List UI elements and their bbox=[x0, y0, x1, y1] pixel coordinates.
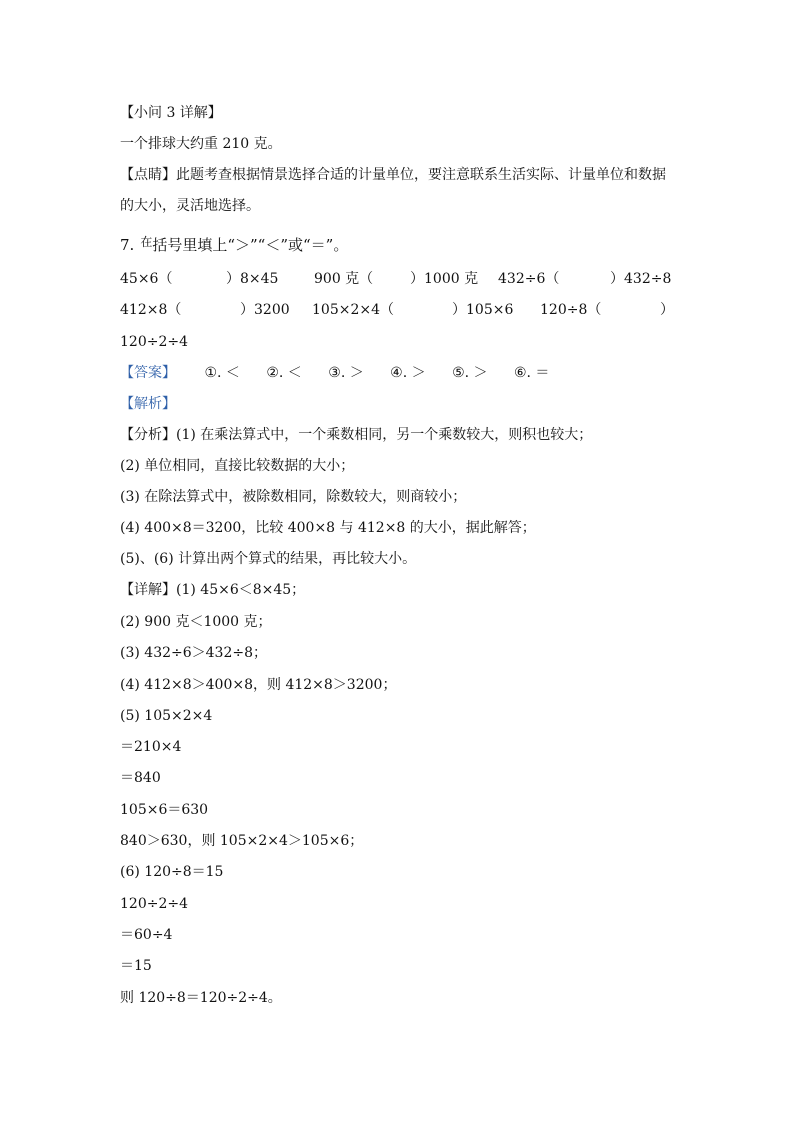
compare-item: ）105×6 bbox=[452, 302, 514, 318]
compare-item: 900 克（ bbox=[314, 271, 374, 287]
detail-line: ＝60÷4 bbox=[120, 927, 173, 943]
dianjing-line-1: 【点睛】此题考查根据情景选择合适的计量单位，要注意联系生活实际、计量单位和数据 bbox=[120, 167, 666, 183]
compare-item: 432÷6（ bbox=[498, 271, 560, 287]
compare-item: ） bbox=[660, 302, 674, 318]
detail-line: (5) 105×2×4 bbox=[120, 708, 213, 724]
detail-line: (4) 412×8＞400×8，则 412×8＞3200； bbox=[120, 677, 397, 693]
detail-line: 105×6＝630 bbox=[120, 802, 209, 818]
compare-item: 412×8（ bbox=[120, 302, 182, 318]
sub3-heading: 【小问 3 详解】 bbox=[120, 105, 222, 121]
compare-item: 120÷8（ bbox=[540, 302, 602, 318]
answer-item: ③. ＞ bbox=[328, 365, 364, 381]
compare-item: ）3200 bbox=[240, 302, 290, 318]
detail-line: (6) 120÷8＝15 bbox=[120, 864, 224, 880]
sub3-text: 一个排球大约重 210 克。 bbox=[120, 136, 282, 152]
answer-item: ①. ＜ bbox=[204, 365, 240, 381]
compare-item: 45×6（ bbox=[120, 271, 173, 287]
analysis-line: (2) 单位相同，直接比较数据的大小； bbox=[120, 458, 355, 474]
answer-item: ④. ＞ bbox=[390, 365, 426, 381]
answer-item: ②. ＜ bbox=[266, 365, 302, 381]
detail-line: (2) 900 克＜1000 克； bbox=[120, 614, 272, 630]
question-text: 括号里填上“＞”“＜”或“＝”。 bbox=[152, 236, 349, 254]
compare-row-3: 120÷2÷4 bbox=[120, 334, 188, 350]
analysis-line: (3) 在除法算式中，被除数相同，除数较大，则商较小； bbox=[120, 489, 467, 505]
question-number: 7. bbox=[120, 236, 135, 254]
detail-line: 则 120÷8＝120÷2÷4。 bbox=[120, 990, 282, 1006]
detail-line: ＝840 bbox=[120, 770, 161, 786]
detail-line: ＝210×4 bbox=[120, 739, 182, 755]
analysis-line: (4) 400×8＝3200，比较 400×8 与 412×8 的大小，据此解答； bbox=[120, 520, 536, 536]
detail-line: 840＞630，则 105×2×4＞105×6； bbox=[120, 833, 364, 849]
answer-label: 【答案】 bbox=[120, 365, 176, 381]
answer-item: ⑤. ＞ bbox=[452, 365, 488, 381]
detail-line: (3) 432÷6＞432÷8； bbox=[120, 645, 267, 661]
compare-item: ）1000 克 bbox=[410, 271, 479, 287]
answer-line bbox=[120, 364, 571, 382]
question-7-title bbox=[120, 236, 348, 255]
detail-line: 【详解】(1) 45×6＜8×45； bbox=[120, 582, 306, 598]
question-first-char: 在 bbox=[140, 235, 153, 249]
compare-item: 105×2×4（ bbox=[312, 302, 394, 318]
compare-item: ）8×45 bbox=[226, 271, 279, 287]
answer-item: ⑥. ＝ bbox=[513, 365, 550, 381]
detail-line: ＝15 bbox=[120, 958, 152, 974]
jiexi-label: 【解析】 bbox=[120, 396, 176, 412]
dianjing-line-2: 的大小，灵活地选择。 bbox=[120, 198, 260, 214]
analysis-line: (5)、(6) 计算出两个算式的结果，再比较大小。 bbox=[120, 551, 417, 567]
detail-line: 120÷2÷4 bbox=[120, 896, 188, 912]
compare-item: ）432÷8 bbox=[610, 271, 672, 287]
analysis-line: 【分析】(1) 在乘法算式中，一个乘数相同，另一个乘数较大，则积也较大； bbox=[120, 427, 593, 443]
